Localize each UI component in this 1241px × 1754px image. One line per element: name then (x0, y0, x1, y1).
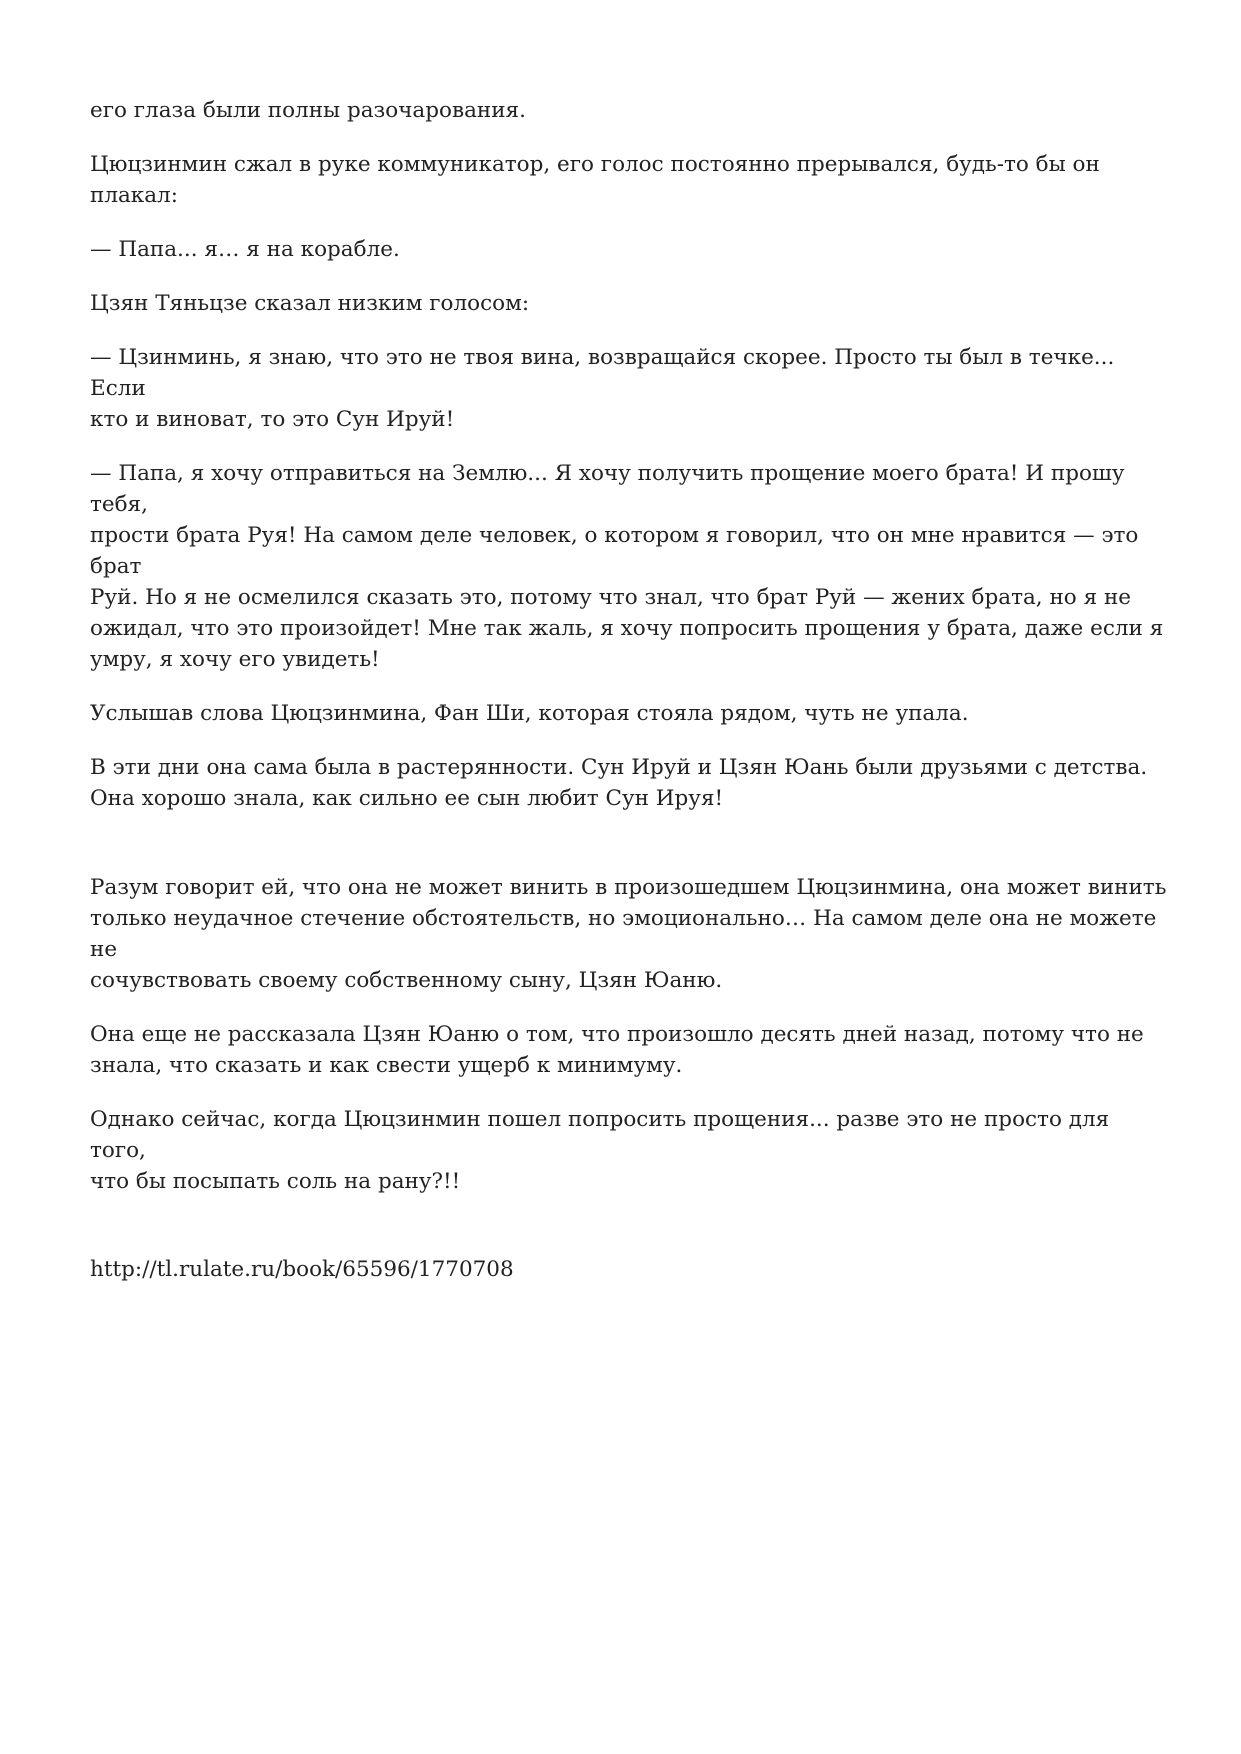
document-page (90, 95, 1170, 1285)
paragraph-2: Цюцзинмин сжал в руке коммуникатор, его голос постоянно прерывался, будь-то бы он плакал: (90, 152, 1100, 208)
paragraph-5: — Цзинминь, я знаю, что это не твоя вина, возвращайся скорее. Просто ты был в течке... Если кто и виноват, то это Сун Ируй! (90, 345, 1115, 432)
paragraph-1: его глаза были полны разочарования. (90, 98, 526, 123)
source-link[interactable]: http://tl.rulate.ru/book/65596/1770708 (90, 1257, 514, 1282)
paragraph-3: — Папа... я… я на корабле. (90, 237, 400, 262)
paragraph-10: Она еще не рассказала Цзян Юаню о том, что произошло десять дней назад, потому что не знала, что сказать и как свести ущерб к минимуму. (90, 1022, 1144, 1078)
paragraph-11: Однако сейчас, когда Цюцзинмин пошел попросить прощения... разве это не просто для того, что бы посыпать соль на рану?!! (90, 1107, 1110, 1194)
paragraph-8: В эти дни она сама была в растерянности. Сун Ируй и Цзян Юань были друзьями с детства. Она хорошо знала, как сильно ее сын любит Сун Ируя! (90, 755, 1148, 811)
paragraph-9: Разум говорит ей, что она не может винить в произошедшем Цюцзинмина, она может винить только неудачное стечение обстоятельств, но эмоционально… На самом деле она не можете не сочувствовать своему собственному сыну, Цзян Юаню. (90, 875, 1167, 993)
paragraph-7: Услышав слова Цюцзинмина, Фан Ши, которая стояла рядом, чуть не упала. (90, 701, 969, 726)
paragraph-6: — Папа, я хочу отправиться на Землю... Я хочу получить прощение моего брата! И прошу тебя, прости брата Руя! На самом деле человек, о котором я говорил, что он мне нравится — это брат Руй. Но я не осмелился сказать это, потому что знал, что брат Руй — жених брата, но я не ожидал, что это произойдет! Мне так жаль, я хочу попросить прощения у брата, даже если я умру, я хочу его увидеть! (90, 461, 1164, 672)
paragraph-4: Цзян Тяньцзе сказал низким голосом: (90, 291, 530, 316)
